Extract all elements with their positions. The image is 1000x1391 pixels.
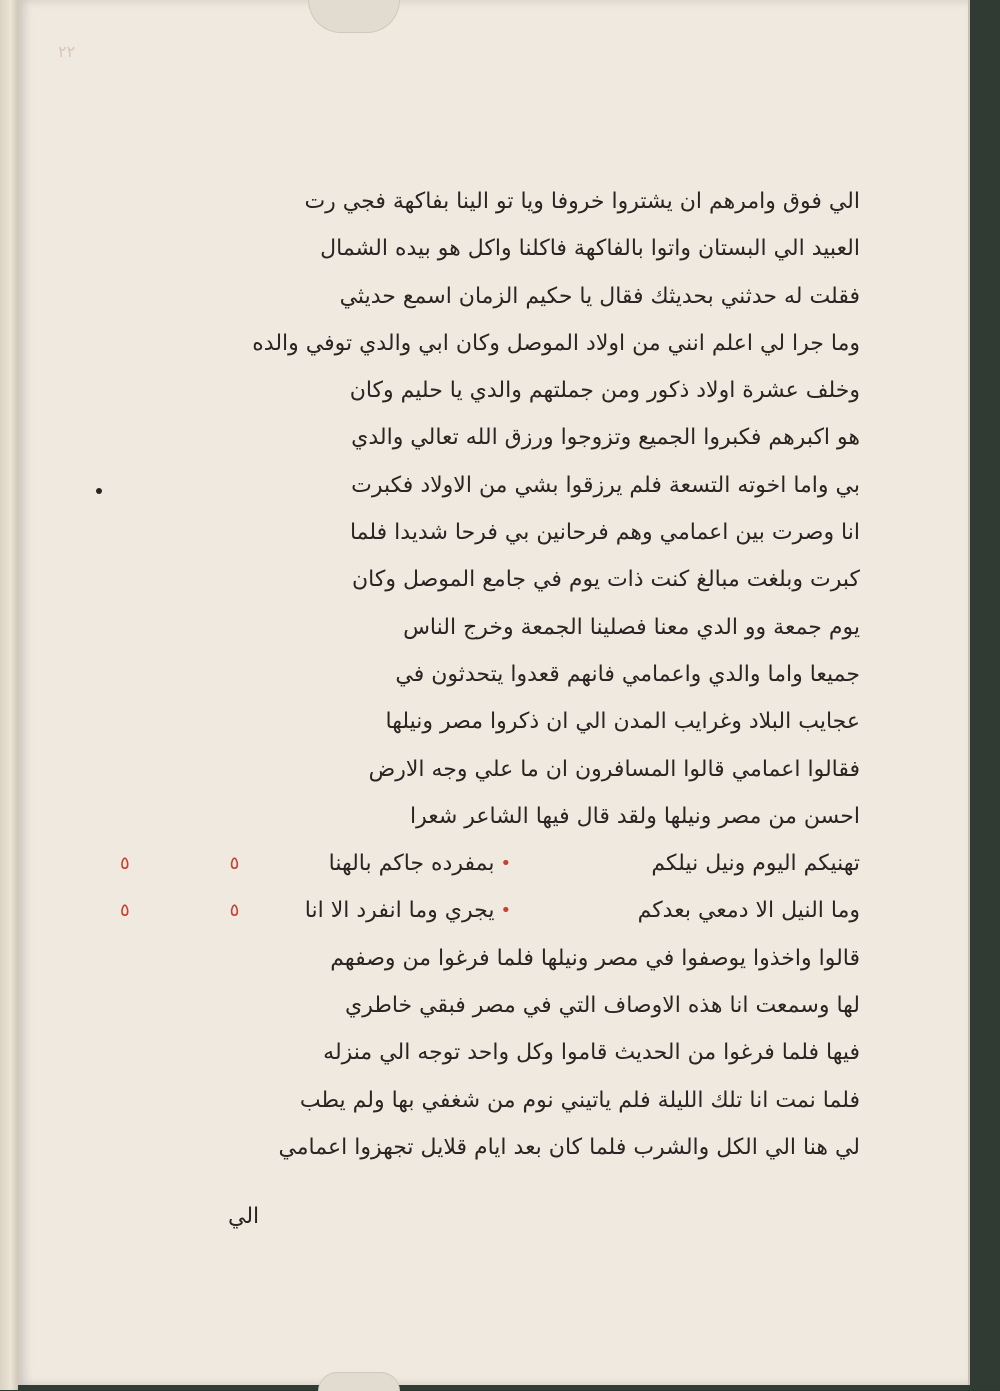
text-line: وخلف عشرة اولاد ذكور ومن جملتهم والدي يا حليم وكان (349, 378, 860, 404)
text-line: احسن من مصر ونيلها ولقد قال فيها الشاعر شعرا (410, 803, 860, 829)
text-line: لي هنا الي الكل والشرب فلما كان بعد ايام قلايل تجهزوا اعمامي (278, 1134, 860, 1160)
folio-number: ٢٢ (58, 42, 76, 61)
verse-line (120, 887, 860, 934)
text-line: قالوا واخذوا يوصفوا في مصر ونيلها فلما فرغوا من وصفهم (330, 945, 860, 971)
text-line: فقلت له حدثني بحديثك فقال يا حكيم الزمان اسمع حديثي (339, 283, 860, 309)
page-tab-bottom (318, 1372, 400, 1391)
verse-marker: ٥ (120, 853, 130, 875)
text-line: وما جرا لي اعلم انني من اولاد الموصل وكان ابي والدي توفي والده (252, 330, 860, 356)
text-line: بي واما اخوته التسعة فلم يرزقوا بشي من الاولاد فكبرت (351, 472, 860, 498)
catchword: الي (228, 1204, 260, 1229)
facing-page-edge (0, 0, 18, 1390)
verse-marker: ٥ (229, 900, 240, 922)
verse-separator: • (500, 900, 512, 922)
verse-hemistich-first: تهنيكم اليوم ونيل نيلكم (651, 851, 860, 877)
page-tab-top (308, 0, 400, 33)
text-line: جميعا واما والدي واعمامي فانهم قعدوا يتحدثون في (395, 661, 860, 687)
verse-line (120, 840, 860, 887)
text-block (120, 178, 860, 1171)
verse-marker: ٥ (229, 853, 240, 875)
margin-dot (96, 488, 102, 494)
verse-separator: • (500, 853, 512, 875)
text-line: هو اكبرهم فكبروا الجميع وتزوجوا ورزق الله تعالي والدي (351, 425, 860, 451)
text-line: عجايب البلاد وغرايب المدن الي ان ذكروا مصر ونيلها (385, 709, 860, 735)
verse-marker: ٥ (120, 900, 130, 922)
verse-hemistich-first: وما النيل الا دمعي بعدكم (637, 898, 860, 924)
text-line: كبرت وبلغت مبالغ كنت ذات يوم في جامع الموصل وكان (352, 567, 860, 593)
text-line: لها وسمعت انا هذه الاوصاف التي في مصر فبقي خاطري (344, 993, 860, 1019)
verse-hemistich-second: يجري وما انفرد الا انا (304, 898, 495, 924)
text-line: فقالوا اعمامي قالوا المسافرون ان ما علي وجه الارض (368, 756, 860, 782)
text-line: العبيد الي البستان واتوا بالفاكهة فاكلنا واكل هو بيده الشمال (320, 236, 860, 262)
text-line: فلما نمت انا تلك الليلة فلم ياتيني نوم من شغفي بها ولم يطب (299, 1087, 860, 1113)
text-line: الي فوق وامرهم ان يشتروا خروفا ويا تو الينا بفاكهة فجي رت (304, 189, 860, 214)
verse-hemistich-second: بمفرده جاكم بالهنا (328, 851, 495, 877)
text-line: فيها فلما فرغوا من الحديث قاموا وكل واحد توجه الي منزله (323, 1040, 860, 1066)
text-line: يوم جمعة وو الدي معنا فصلينا الجمعة وخرج الناس (403, 614, 860, 640)
text-line: انا وصرت بين اعمامي وهم فرحانين بي فرحا شديدا فلما (349, 520, 860, 546)
